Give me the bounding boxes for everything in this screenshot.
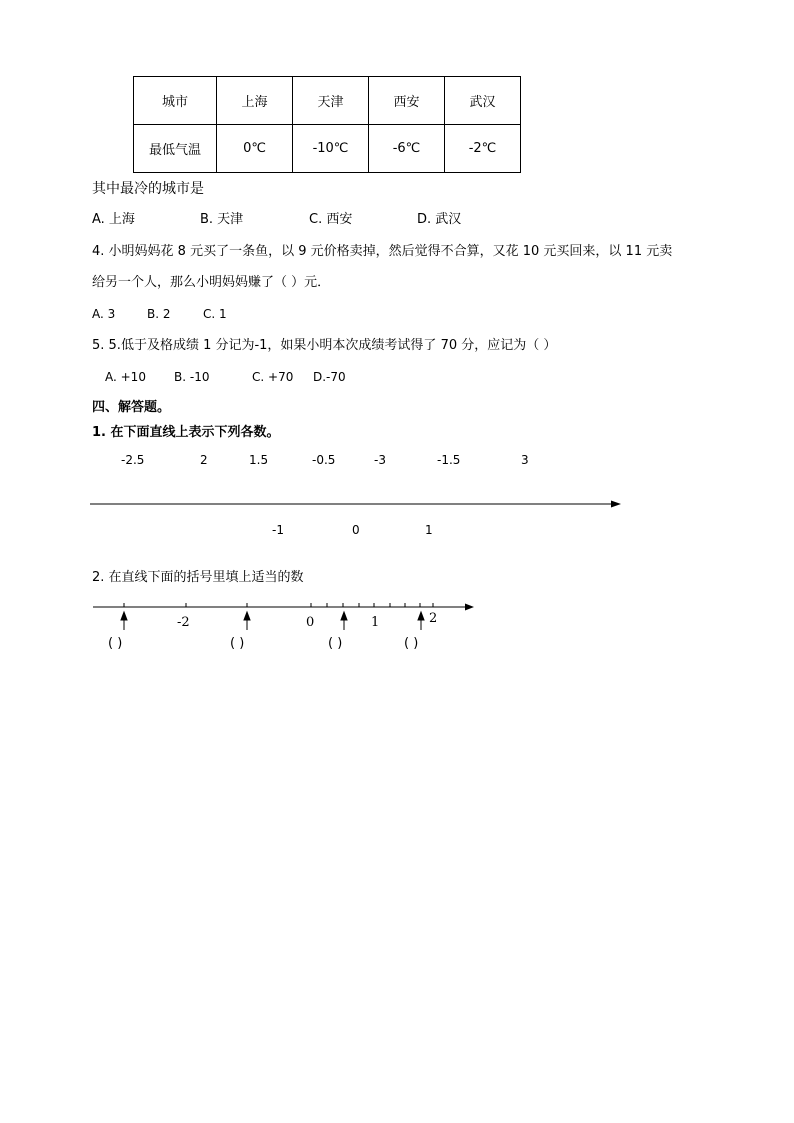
option-c: C. 1 (203, 307, 227, 321)
number-label: 2 (200, 453, 208, 467)
axis-label: 0 (306, 615, 315, 630)
table-cell: 上海 (217, 77, 293, 125)
answer-bracket[interactable]: ( ) (404, 636, 419, 651)
option-b: B. 天津 (200, 212, 244, 227)
table-cell: 最低气温 (134, 125, 217, 173)
problem-title: 1. 在下面直线上表示下列各数。 (92, 425, 280, 440)
question-text: 4. 小明妈妈花 8 元买了一条鱼，以 9 元价格卖掉，然后觉得不合算，又花 10 元买回来，以 11 元卖 (92, 244, 673, 259)
axis-label: 0 (352, 523, 360, 537)
axis-label: 1 (425, 523, 433, 537)
table-cell: 0℃ (217, 125, 293, 173)
question-stem: 其中最冷的城市是 (92, 181, 204, 197)
table-cell: 武汉 (445, 77, 521, 125)
section-heading: 四、解答题。 (92, 400, 171, 415)
option-d: D.-70 (313, 370, 346, 384)
option-b: B. -10 (174, 370, 210, 384)
axis-label: -1 (272, 523, 284, 537)
table-cell: -10℃ (293, 125, 369, 173)
option-a: A. +10 (105, 370, 146, 384)
table-cell: 西安 (369, 77, 445, 125)
number-label: 1.5 (249, 453, 269, 467)
axis-label: 2 (429, 611, 438, 626)
answer-bracket[interactable]: ( ) (328, 636, 343, 651)
answer-bracket[interactable]: ( ) (230, 636, 245, 651)
number-label: -2.5 (121, 453, 145, 467)
answer-bracket[interactable]: ( ) (108, 636, 123, 651)
table-cell: -6℃ (369, 125, 445, 173)
number-label: -0.5 (312, 453, 336, 467)
table-cell: 天津 (293, 77, 369, 125)
option-c: C. +70 (252, 370, 294, 384)
option-d: D. 武汉 (417, 212, 462, 227)
axis-label: -2 (177, 615, 190, 630)
number-label: -3 (374, 453, 386, 467)
option-b: B. 2 (147, 307, 171, 321)
number-label: -1.5 (437, 453, 461, 467)
table-cell: -2℃ (445, 125, 521, 173)
question-text: 给另一个人，那么小明妈妈赚了（ ）元． (92, 275, 331, 290)
option-a: A. 上海 (92, 212, 135, 227)
axis-label: 1 (371, 615, 380, 630)
question-text: 5. 5.低于及格成绩 1 分记为-1，如果小明本次成绩考试得了 70 分，应记为（ ） (92, 338, 557, 353)
problem-title: 2. 在直线下面的括号里填上适当的数 (92, 570, 304, 585)
option-c: C. 西安 (309, 212, 353, 227)
table-cell: 城市 (134, 77, 217, 125)
number-label: 3 (521, 453, 529, 467)
option-a: A. 3 (92, 307, 116, 321)
